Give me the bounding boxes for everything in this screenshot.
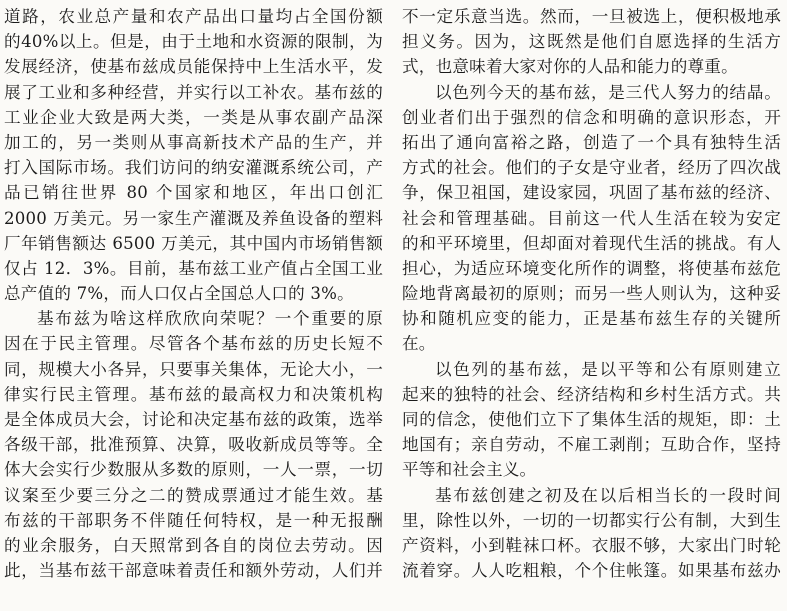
text-line: 式，也意味着大家对你的人品和能力的尊重。 (402, 57, 738, 77)
text-line: 流着穿。人人吃粗粮，个个住帐篷。如果基布兹办 (402, 561, 781, 581)
text-line: 起来的独特的社会、经济结构和乡村生活方式。共 (402, 384, 781, 404)
text-line: 平等和社会主义。 (402, 460, 537, 480)
text-line: 产资料，小到鞋袜口杯。衣服不够，大家出门时轮 (402, 535, 781, 555)
text-line: 在。 (402, 334, 436, 354)
right-text-column (402, 4, 781, 608)
text-line: 险地背离最初的原则；而另一些人则认为，这种妥 (402, 284, 781, 304)
text-line: 的40%以上。但是，由于土地和水资源的限制，为 (4, 32, 383, 52)
text-line: 厂年销售额达 6500 万美元，其中国内市场销售额 (4, 233, 383, 253)
text-line: 拓出了通向富裕之路，创造了一个具有独特生活 (402, 132, 781, 152)
text-line: 的和平环境里，但却面对着现代生活的挑战。有人 (402, 233, 781, 253)
text-line: 2000 万美元。另一家生产灌溉及养鱼设备的塑料 (4, 208, 383, 228)
text-line: 律实行民主管理。基布兹的最高权力和决策机构 (4, 384, 383, 404)
text-line: 打入国际市场。我们访问的纳安灌溉系统公司，产 (4, 158, 383, 178)
text-line: 仅占 12．3%。目前，基布兹工业产值占全国工业 (4, 258, 383, 278)
text-line: 总产值的 7%，而人口仅占全国总人口的 3%。 (4, 284, 354, 304)
text-line: 因在于民主管理。尽管各个基布兹的历史长短不 (4, 334, 383, 354)
text-line: 以色列的基布兹，是以平等和公有原则建立 (435, 359, 781, 379)
text-line: 方式的社会。他们的子女是守业者，经历了四次战 (402, 158, 781, 178)
text-line: 的业余服务，白天照常到各自的岗位去劳动。因 (4, 535, 383, 555)
text-line: 加工的，另一类则从事高新技术产品的生产，并 (4, 132, 383, 152)
text-line: 协和随机应变的能力，正是基布兹生存的关键所 (402, 309, 781, 329)
text-line: 展了工业和多种经营，并实行以工补农。基布兹的 (4, 82, 383, 102)
text-line: 创业者们出于强烈的信念和明确的意识形态，开 (402, 107, 781, 127)
text-line: 同，规模大小各异，只要事关集体，无论大小，一 (4, 359, 383, 379)
text-line: 争，保卫祖国，建设家园，巩固了基布兹的经济、 (402, 183, 781, 203)
text-line: 以色列今天的基布兹，是三代人努力的结晶。 (435, 82, 781, 102)
text-line: 各级干部，批准预算、决算，吸收新成员等等。全 (4, 435, 383, 455)
left-text-column (4, 4, 383, 608)
text-line: 此，当基布兹干部意味着责任和额外劳动，人们并 (4, 561, 383, 581)
text-line: 担心，为适应环境变化所作的调整，将使基布兹危 (402, 258, 781, 278)
text-line: 布兹的干部职务不伴随任何特权，是一种无报酬 (4, 510, 383, 530)
text-line: 基布兹创建之初及在以后相当长的一段时间 (435, 485, 781, 505)
text-line: 地国有；亲自劳动，不雇工剥削；互助合作，坚持 (402, 435, 781, 455)
column-gutter (391, 6, 392, 606)
text-line: 工业企业大致是两大类，一类是从事农副产品深 (4, 107, 383, 127)
text-line: 同的信念，使他们立下了集体生活的规矩，即：土 (402, 410, 781, 429)
text-line: 体大会实行少数服从多数的原则，一人一票，一切 (4, 460, 383, 480)
text-line: 是全体成员大会，讨论和决定基布兹的政策，选举 (4, 410, 383, 429)
text-line: 基布兹为啥这样欣欣向荣呢？一个重要的原 (37, 309, 383, 329)
text-line: 品已销往世界 80 个国家和地区，年出口创汇 (4, 183, 383, 203)
text-line: 社会和管理基础。目前这一代人生活在较为安定 (402, 208, 781, 228)
text-line: 道路，农业总产量和农产品出口量均占全国份额 (4, 7, 383, 26)
text-line: 担义务。因为，这既然是他们自愿选择的生活方 (402, 32, 781, 52)
text-line: 不一定乐意当选。然而，一旦被选上，便积极地承 (402, 7, 781, 26)
text-line: 发展经济，使基布兹成员能保持中上生活水平，发 (4, 57, 383, 77)
text-line: 议案至少要三分之二的赞成票通过才能生效。基 (4, 485, 383, 505)
text-line: 里，除性以外，一切的一切都实行公有制，大到生 (402, 510, 781, 530)
